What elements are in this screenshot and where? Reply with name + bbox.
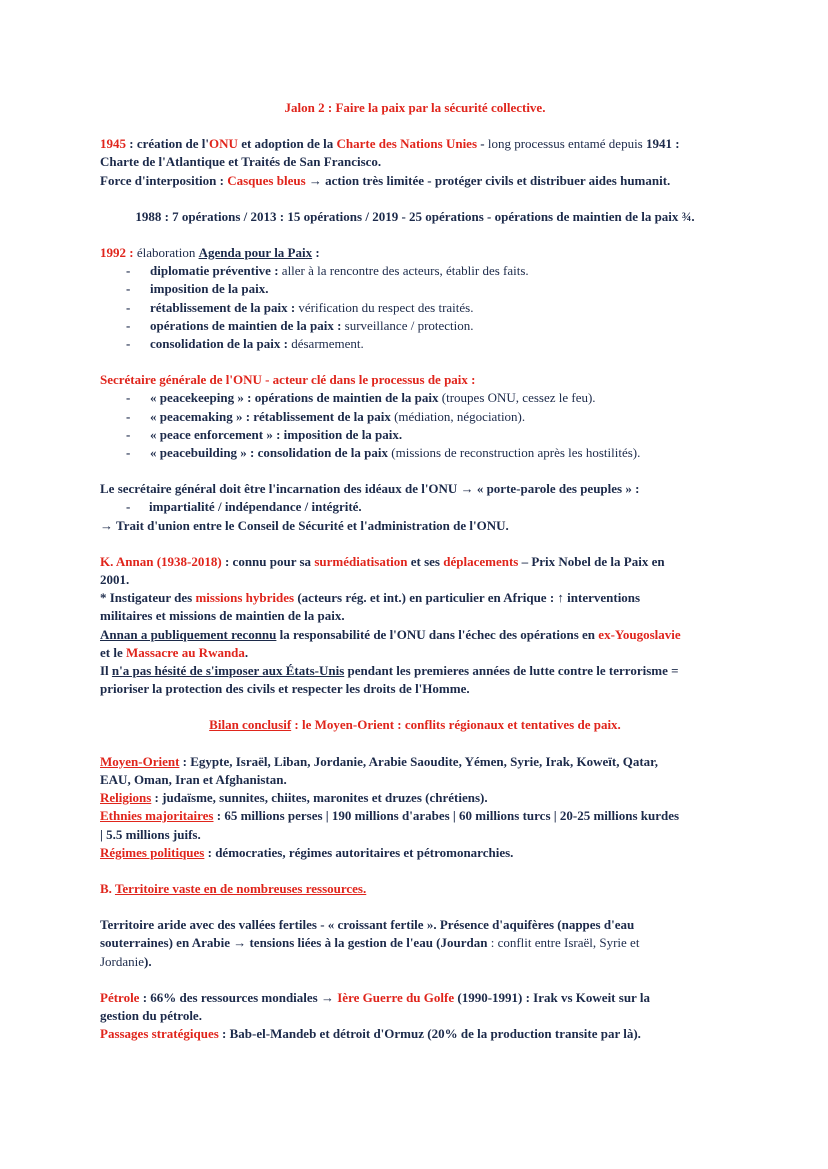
mo-line-1: Moyen-Orient : Egypte, Israël, Liban, Jordanie, Arabie Saoudite, Yémen, Syrie, Irak, Koweït, Qatar, [100, 753, 659, 769]
sg-role-list [100, 498, 730, 516]
list-item: - « peacebuilding » : consolidation de la paix (missions de reconstruction après les hostilités). [100, 444, 730, 462]
regimes-line: Régimes politiques : démocraties, régimes autoritaires et pétromonarchies. [100, 844, 514, 860]
paragraph-interposition: Force d'interposition : Casques bleus → action très limitée - protéger civils et distribuer aides humanit. [100, 172, 671, 188]
water-line-1: Territoire aride avec des vallées fertiles - « croissant fertile ». Présence d'aquifères (nappes d'eau [100, 917, 635, 933]
list-item: - « peacekeeping » : opérations de maintien de la paix (troupes ONU, cessez le feu). [100, 389, 730, 407]
operations-stats: 1988 : 7 opérations / 2013 : 15 opérations / 2019 - 25 opérations - opérations de maintien de la paix ¾. [135, 208, 695, 224]
agenda-heading: 1992 : élaboration Agenda pour la Paix : [100, 245, 320, 261]
annan-line-8: prioriser la protection des civils et respecter les droits de l'Homme. [100, 681, 470, 697]
paragraph-1945-cont: Charte de l'Atlantique et Traités de San Francisco. [100, 154, 382, 170]
agenda-list [100, 262, 730, 353]
ethnies-line: Ethnies majoritaires : 65 millions perses | 190 millions d'arabes | 60 millions turcs | 20-25 millions kurdes [100, 808, 680, 824]
section-title: Jalon 2 : Faire la paix par la sécurité collective. [284, 100, 546, 115]
annan-line-1: K. Annan (1938-2018) : connu pour sa surmédiatisation et ses déplacements – Prix Nobel de la Paix en [100, 553, 665, 569]
water-line-3: Jordanie). [100, 953, 152, 969]
sg-trait-line: → Trait d'union entre le Conseil de Sécurité et l'administration de l'ONU. [100, 517, 509, 533]
annan-line-7: Il n'a pas hésité de s'imposer aux États-Unis pendant les premieres années de lutte contre le terrorisme = [100, 663, 679, 679]
annan-line-5: Annan a publiquement reconnu la responsabilité de l'ONU dans l'échec des opérations en ex-Yougoslavie [100, 626, 681, 642]
annan-line-3: * Instigateur des missions hybrides (acteurs rég. et int.) en particulier en Afrique : ↑ interventions [100, 590, 641, 606]
ethnies-line-2: | 5.5 millions juifs. [100, 826, 201, 842]
list-item: - « peace enforcement » : imposition de la paix. [100, 426, 730, 444]
annan-line-2: 2001. [100, 572, 130, 588]
annan-line-4: militaires et missions de maintien de la paix. [100, 608, 345, 624]
section-b-heading: B. Territoire vaste en de nombreuses ressources. [100, 880, 367, 896]
sg-list [100, 389, 730, 462]
petrole-line-2: gestion du pétrole. [100, 1007, 202, 1023]
sg-heading: Secrétaire générale de l'ONU - acteur clé dans le processus de paix : [100, 372, 476, 388]
list-item: - imposition de la paix. [100, 280, 730, 298]
petrole-line-1: Pétrole : 66% des ressources mondiales → Ière Guerre du Golfe (1990-1991) : Irak vs Koweit sur la [100, 989, 650, 1005]
annan-line-6: et le Massacre au Rwanda. [100, 644, 249, 660]
list-item: - rétablissement de la paix : vérification du respect des traités. [100, 299, 730, 317]
list-item: - impartialité / indépendance / intégrité. [100, 498, 730, 516]
document-body [100, 99, 730, 1043]
mo-line-2: EAU, Oman, Iran et Afghanistan. [100, 771, 287, 787]
bilan-heading: Bilan conclusif : le Moyen-Orient : conflits régionaux et tentatives de paix. [209, 717, 621, 733]
paragraph-1945: 1945 : création de l'ONU et adoption de la Charte des Nations Unies - long processus entamé depuis 1941 : [100, 136, 680, 152]
religions-line: Religions : judaïsme, sunnites, chiites, maronites et druzes (chrétiens). [100, 790, 488, 806]
list-item: - diplomatie préventive : aller à la rencontre des acteurs, établir des faits. [100, 262, 730, 280]
list-item: - opérations de maintien de la paix : surveillance / protection. [100, 317, 730, 335]
list-item: - « peacemaking » : rétablissement de la paix (médiation, négociation). [100, 408, 730, 426]
sg-role-line: Le secrétaire général doit être l'incarnation des idéaux de l'ONU → « porte-parole des peuples » : [100, 481, 640, 497]
passages-line: Passages stratégiques : Bab-el-Mandeb et détroit d'Ormuz (20% de la production transite par là). [100, 1026, 641, 1042]
list-item: - consolidation de la paix : désarmement. [100, 335, 730, 353]
water-line-2: souterraines) en Arabie → tensions liées à la gestion de l'eau (Jourdan : conflit entre Israël, Syrie et [100, 935, 640, 951]
